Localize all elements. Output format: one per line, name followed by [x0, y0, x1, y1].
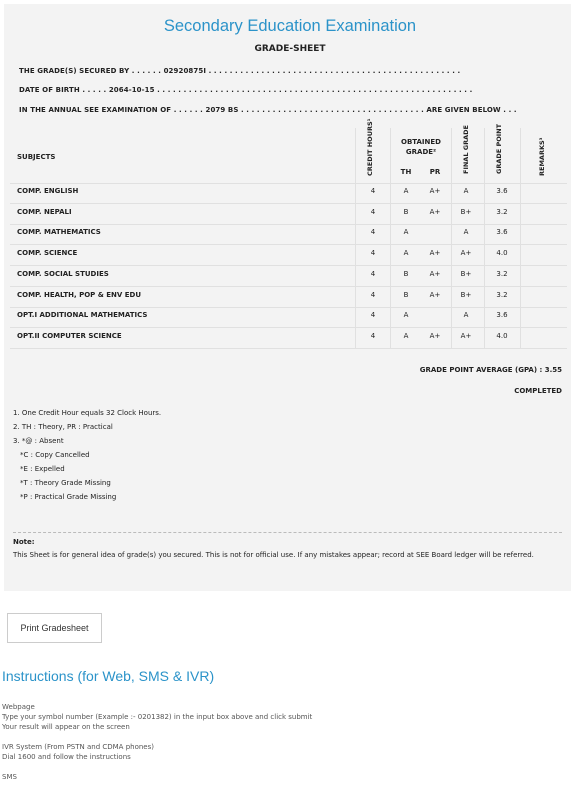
- final-cell: A: [463, 311, 469, 320]
- row-divider: [10, 183, 567, 184]
- grade-point-cell: 4.0: [496, 331, 508, 340]
- final-cell: A+: [460, 249, 472, 258]
- table-row: [0, 332, 580, 352]
- final-grade-header: FINAL GRADE: [462, 125, 470, 174]
- secured-by-line: THE GRADE(S) SECURED BY . . . . . . 02920875I . . . . . . . . . . . . . . . . . . . . . . . . . . . . . . . . . . . . . . . . . . . . . . . .: [19, 67, 461, 75]
- exam-line: IN THE ANNUAL SEE EXAMINATION OF . . . . . . 2079 BS . . . . . . . . . . . . . . . . . . . . . . . . . . . . . . . . . . . ARE GIVEN BELOW . . .: [19, 106, 517, 114]
- ivr-instruction: Dial 1600 and follow the instructions: [2, 753, 131, 761]
- th-header: TH: [400, 168, 412, 176]
- row-divider: [10, 327, 567, 328]
- dob-line: DATE OF BIRTH . . . . . 2064-10-15 . . . . . . . . . . . . . . . . . . . . . . . . . . . . . . . . . . . . . . . . . . . . . . . . . . . . . . . . . . . .: [19, 86, 473, 94]
- subjects-header: SUBJECTS: [17, 153, 56, 161]
- credit-cell: 4: [370, 311, 376, 320]
- note-label: Note:: [13, 538, 35, 546]
- sms-title: SMS: [2, 773, 17, 781]
- ivr-title: IVR System (From PSTN and CDMA phones): [2, 743, 154, 751]
- credit-cell: 4: [370, 187, 376, 195]
- obtained-grade-header: OBTAINED GRADE²: [401, 138, 441, 156]
- pr-cell: A+: [429, 290, 441, 299]
- th-cell: B: [403, 290, 409, 299]
- th-cell: A: [403, 187, 409, 195]
- final-cell: B+: [460, 269, 472, 278]
- subject-cell: COMP. ENGLISH: [17, 187, 79, 195]
- pr-cell: A+: [429, 249, 441, 258]
- subject-cell: COMP. SOCIAL STUDIES: [17, 269, 109, 278]
- credit-cell: 4: [370, 290, 376, 299]
- table-row: [0, 228, 580, 248]
- gradesheet-subtitle: GRADE-SHEET: [254, 44, 326, 54]
- grade-point-cell: 3.2: [496, 207, 508, 216]
- credit-cell: 4: [370, 249, 376, 258]
- pr-header: PR: [429, 168, 441, 176]
- th-cell: B: [403, 269, 409, 278]
- credit-cell: 4: [370, 228, 376, 237]
- footnote: *E : Expelled: [20, 465, 65, 473]
- grade-point-cell: 3.6: [496, 228, 508, 237]
- row-divider: [10, 348, 567, 349]
- result-status: COMPLETED: [514, 387, 562, 395]
- credit-hours-header: CREDIT HOURS¹: [366, 118, 374, 176]
- credit-cell: 4: [370, 207, 376, 216]
- footnote: *T : Theory Grade Missing: [20, 479, 111, 487]
- final-cell: A: [463, 228, 469, 237]
- divider: [13, 532, 562, 533]
- footnote: 1. One Credit Hour equals 32 Clock Hours.: [13, 409, 162, 417]
- row-divider: [10, 286, 567, 287]
- th-cell: B: [403, 207, 409, 216]
- table-row: [0, 270, 580, 290]
- note-text: This Sheet is for general idea of grade(s) you secured. This is not for official use. If any mistakes appear; record at SEE Board ledger will be referred.: [13, 551, 534, 559]
- th-cell: A: [403, 311, 409, 320]
- footnote: *P : Practical Grade Missing: [20, 493, 117, 501]
- print-gradesheet-button[interactable]: Print Gradesheet: [7, 613, 102, 643]
- subject-cell: COMP. NEPALI: [17, 207, 72, 216]
- footnote: 2. TH : Theory, PR : Practical: [13, 423, 113, 431]
- grade-point-header: GRADE POINT: [495, 123, 503, 174]
- subject-cell: COMP. MATHEMATICS: [17, 228, 101, 237]
- remarks-header: REMARKS³: [538, 137, 546, 176]
- final-cell: A+: [460, 331, 472, 340]
- grade-point-cell: 3.6: [496, 311, 508, 320]
- table-row: [0, 249, 580, 269]
- th-cell: A: [403, 331, 409, 340]
- table-row: [0, 311, 580, 331]
- instructions-title: Instructions (for Web, SMS & IVR): [2, 668, 215, 684]
- subject-cell: OPT.II COMPUTER SCIENCE: [17, 331, 122, 340]
- pr-cell: A+: [429, 331, 441, 340]
- row-divider: [10, 224, 567, 225]
- grade-point-cell: 3.6: [496, 187, 508, 195]
- final-cell: B+: [460, 290, 472, 299]
- credit-cell: 4: [370, 331, 376, 340]
- row-divider: [10, 307, 567, 308]
- credit-cell: 4: [370, 269, 376, 278]
- grade-point-cell: 3.2: [496, 269, 508, 278]
- final-cell: A: [463, 187, 469, 195]
- table-row: [0, 291, 580, 311]
- web-instruction: Your result will appear on the screen: [2, 723, 130, 731]
- footnote: 3. *@ : Absent: [13, 437, 64, 445]
- pr-cell: A+: [429, 187, 441, 195]
- final-cell: B+: [460, 207, 472, 216]
- th-cell: A: [403, 249, 409, 258]
- gpa-value: GRADE POINT AVERAGE (GPA) : 3.55: [419, 366, 562, 374]
- grade-point-cell: 4.0: [496, 249, 508, 258]
- table-row: [0, 208, 580, 228]
- subject-cell: COMP. SCIENCE: [17, 249, 78, 258]
- web-title: Webpage: [2, 703, 35, 711]
- subject-cell: OPT.I ADDITIONAL MATHEMATICS: [17, 311, 148, 320]
- page-title: Secondary Education Examination: [163, 17, 417, 35]
- row-divider: [10, 203, 567, 204]
- pr-cell: A+: [429, 269, 441, 278]
- pr-cell: A+: [429, 207, 441, 216]
- row-divider: [10, 265, 567, 266]
- subject-cell: COMP. HEALTH, POP & ENV EDU: [17, 290, 142, 299]
- th-cell: A: [403, 228, 409, 237]
- table-row: [0, 187, 580, 207]
- footnote: *C : Copy Cancelled: [20, 451, 90, 459]
- row-divider: [10, 244, 567, 245]
- grade-point-cell: 3.2: [496, 290, 508, 299]
- web-instruction: Type your symbol number (Example :- 0201382) in the input box above and click submit: [2, 713, 313, 721]
